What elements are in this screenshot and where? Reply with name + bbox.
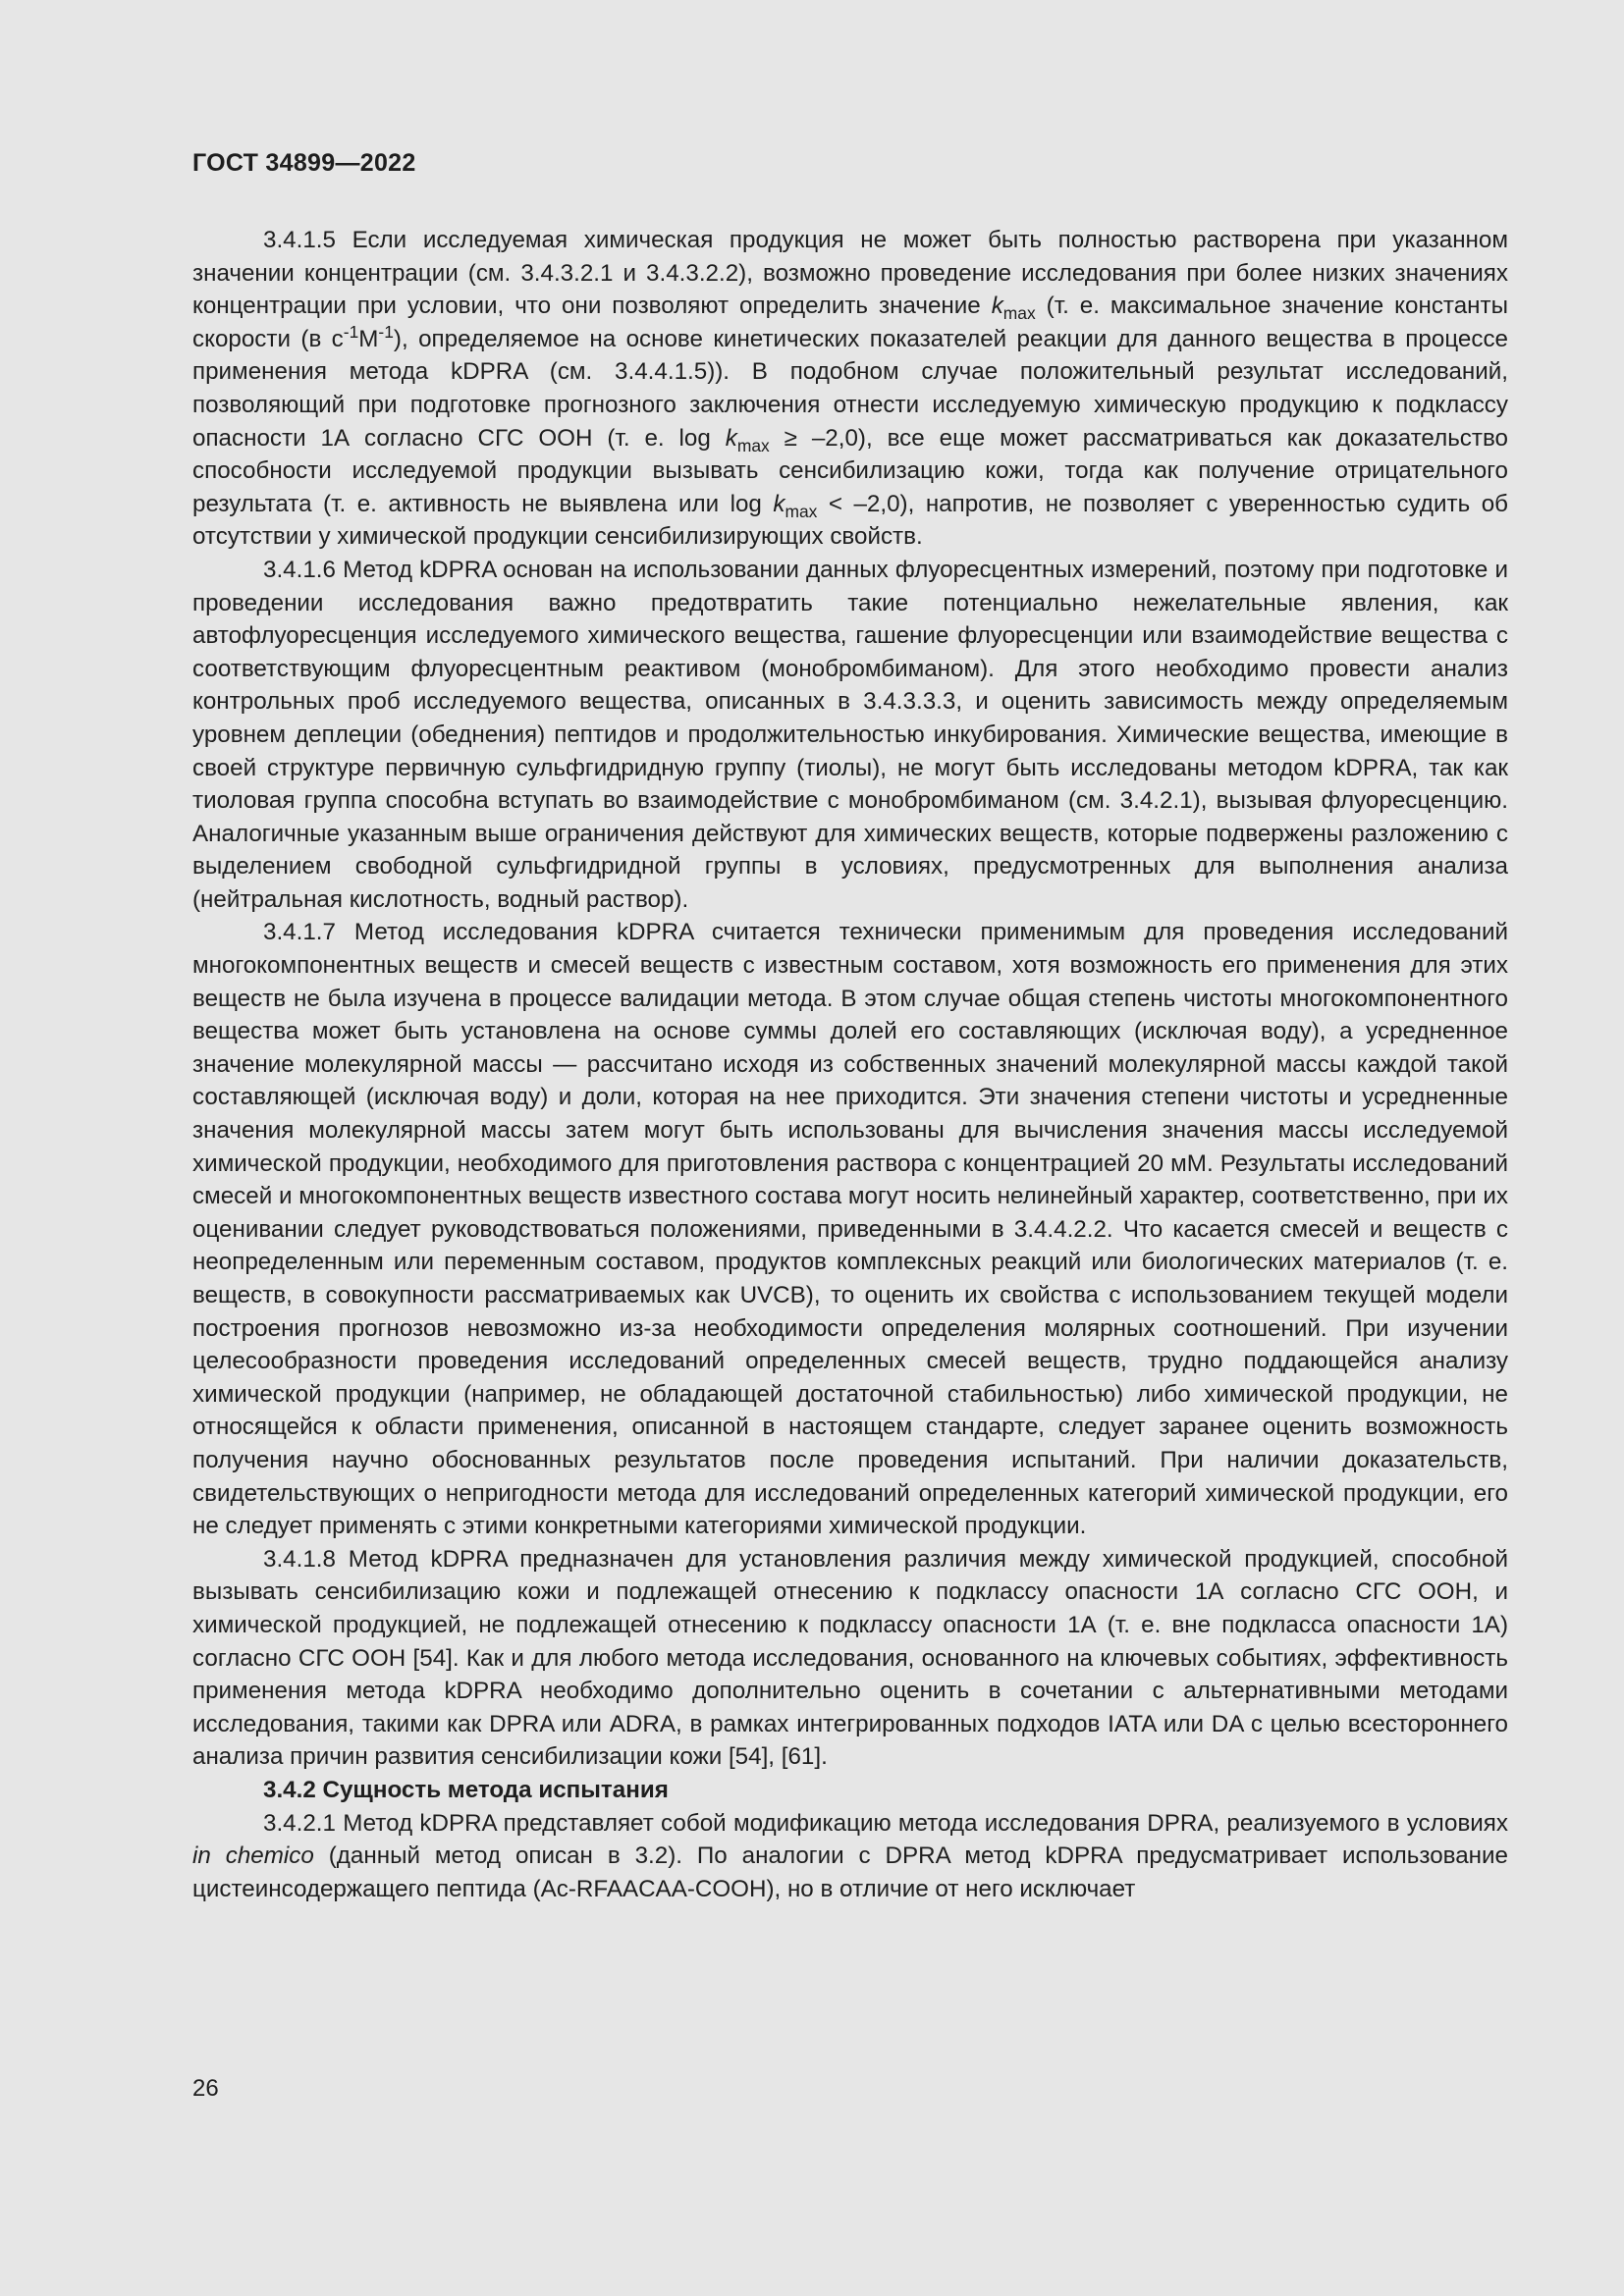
page-number: 26 bbox=[192, 2075, 219, 2102]
paragraph-3-4-1-7: 3.4.1.7 Метод исследования kDPRA считается технически применимым для проведения исследований многокомпонентных веществ и смесей веществ с известным составом, хотя возможность его применения для этих веществ не была изучена в процессе валидации метода. В этом случае общая степень чистоты многокомпонентного вещества может быть установлена на основе суммы долей его составляющих (исключая воду), а усредненное значение молекулярной массы — рассчитано исходя из собственных значений молекулярной массы каждой такой составляющей (исключая воду) и доли, которая на нее приходится. Эти значения степени чистоты и усредненные значения молекулярной массы затем могут быть использованы для вычисления значения массы исследуемой химической продукции, необходимого для приготовления раствора с концентрацией 20 мМ. Результаты исследований смесей и многокомпонентных веществ известного состава могут носить нелинейный характер, соответственно, при их оценивании следует руководствоваться положениями, приведенными в 3.4.4.2.2. Что касается смесей и веществ с неопределенным или переменным составом, продуктов комплексных реакций или биологических материалов (т. е. веществ, в совокупности рассматриваемых как UVCB), то оценить их свойства с использованием текущей модели построения прогнозов невозможно из-за необходимости определения молярных соотношений. При изучении целесообразности проведения исследований определенных смесей веществ, трудно поддающейся анализу химической продукции (например, не обладающей достаточной стабильностью) либо химической продукции, не относящейся к области применения, описанной в настоящем стандарте, следует заранее оценить возможность получения научно обоснованных результатов после проведения испытаний. При наличии доказательств, свидетельствующих о непригодности метода для исследований определенных категорий химической продукции, его не следует применять с этими конкретными категориями химической продукции. bbox=[192, 919, 1508, 1540]
document-header: ГОСТ 34899—2022 bbox=[192, 149, 416, 177]
section-heading: 3.4.2 Сущность метода испытания bbox=[263, 1776, 669, 1803]
paragraph-3-4-1-8: 3.4.1.8 Метод kDPRA предназначен для установления различия между химической продукцией, способной вызывать сенсибилизацию кожи и подлежащей отнесению к подклассу опасности 1А согласно СГС ООН, и химической продукцией, не подлежащей отнесению к подклассу опасности 1А (т. е. вне подкласса опасности 1А) согласно СГС ООН [54]. Как и для любого метода исследования, основанного на ключевых событиях, эффективность применения метода kDPRA необходимо дополнительно оценить в сочетании с альтернативными методами исследования, такими как DPRA или ADRA, в рамках интегрированных подходов IATA или DA с целью всестороннего анализа причин развития сенсибилизации кожи [54], [61]. bbox=[192, 1545, 1508, 1771]
paragraph-3-4-2-1: 3.4.2.1 Метод kDPRA представляет собой модификацию метода исследования DPRA, реализуемого в условиях in chemico (данный метод описан в 3.2). По аналогии с DPRA метод kDPRA предусматривает использование цистеинсодержащего пептида (Ac-RFAACAA-COOH), но в отличие от него исключает bbox=[192, 1809, 1508, 1902]
document-body bbox=[192, 224, 1508, 1905]
paragraph-3-4-1-5: 3.4.1.5 Если исследуемая химическая продукция не может быть полностью растворена при указанном значении концентрации (см. 3.4.3.2.1 и 3.4.3.2.2), возможно проведение исследования при более низких значениях концентрации при условии, что они позволяют определить значение $k_{max}$ (т. е. максимальное значение константы скорости (в $с^{-1}М^{-1}$), определяемое на основе кинетических показателей реакции для данного вещества в процессе применения метода kDPRA (см. 3.4.4.1.5)). В подобном случае положительный результат исследований, позволяющий при подготовке прогнозного заключения отнести исследуемую химическую продукцию к подклассу опасности 1А согласно СГС ООН (т. е. $\log k_{max} \ge -2,0$), все еще может рассматриваться как доказательство способности исследуемой продукции вызывать сенсибилизацию кожи, тогда как получение отрицательного результата (т. е. активность не выявлена или $\log k_{max} < -2,0$), напротив, не позволяет с уверенностью судить об отсутствии у химической продукции сенсибилизирующих свойств. bbox=[192, 227, 1509, 551]
paragraph-3-4-1-6: 3.4.1.6 Метод kDPRA основан на использовании данных флуоресцентных измерений, поэтому при подготовке и проведении исследования важно предотвратить такие потенциально нежелательные явления, как автофлуоресценция исследуемого химического вещества, гашение флуоресценции или взаимодействие вещества с соответствующим флуоресцентным реактивом (монобромбиманом). Для этого необходимо провести анализ контрольных проб исследуемого вещества, описанных в 3.4.3.3.3, и оценить зависимость между определяемым уровнем деплеции (обеднения) пептидов и продолжительностью инкубирования. Химические вещества, имеющие в своей структуре первичную сульфгидридную группу (тиолы), не могут быть исследованы методом kDPRA, так как тиоловая группа способна вступать во взаимодействие с монобромбиманом (см. 3.4.2.1), вызывая флуоресценцию. Аналогичные указанным выше ограничения действуют для химических веществ, которые подвержены разложению с выделением свободной сульфгидридной группы в условиях, предусмотренных для выполнения анализа (нейтральная кислотность, водный раствор). bbox=[192, 556, 1508, 913]
